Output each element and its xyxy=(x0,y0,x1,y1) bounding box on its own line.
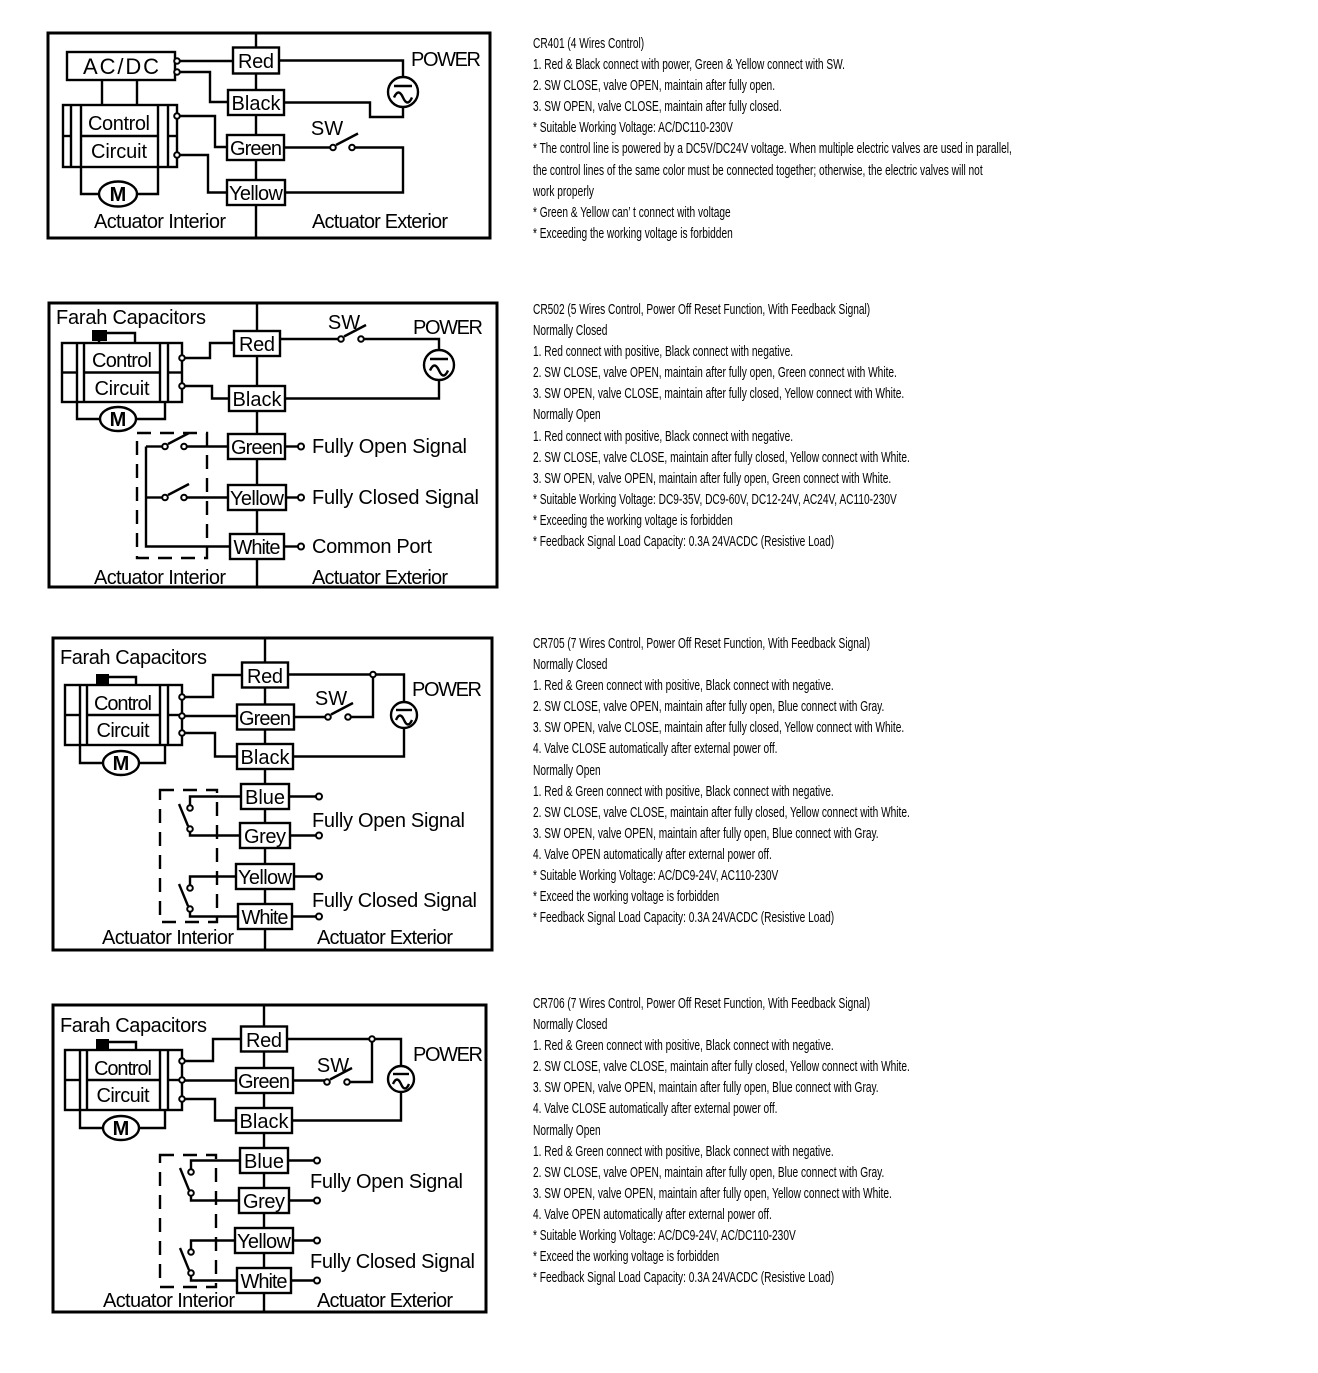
motor-icon xyxy=(80,1110,165,1140)
power-label: POWER xyxy=(412,679,482,701)
wire xyxy=(185,733,237,757)
svg-text:Black: Black xyxy=(239,1111,289,1133)
note-line: 1. Red & Green connect with positive, Black connect with negative. xyxy=(533,1038,834,1055)
svg-text:Grey: Grey xyxy=(243,1191,285,1213)
limit-switch-group xyxy=(160,790,241,922)
note-line: 1. Red & Green connect with positive, Black connect with negative. xyxy=(533,1143,834,1160)
wire-label-red xyxy=(233,48,279,74)
motor-label: M xyxy=(109,184,127,206)
note-line: 3. SW OPEN, valve CLOSE, maintain after fully closed. xyxy=(533,99,782,116)
circuit-label: Circuit xyxy=(96,1085,150,1107)
svg-text:White: White xyxy=(241,907,289,929)
note-line: 1. Red connect with positive, Black connect with negative. xyxy=(533,428,794,445)
svg-text:Yellow: Yellow xyxy=(230,488,284,510)
terminal-dot xyxy=(314,1158,320,1164)
motor-label: M xyxy=(109,409,127,431)
wire-label-yellow xyxy=(235,1228,293,1253)
junction-dot xyxy=(369,1036,375,1042)
terminal-dot xyxy=(298,444,304,450)
cr706-wiring-diagram xyxy=(30,1000,515,1325)
model-title: CR706 (7 Wires Control, Power Off Reset Function, With Feedback Signal) xyxy=(533,996,871,1012)
actuator-interior-label: Actuator Interior xyxy=(94,211,226,233)
cr705-wiring-diagram xyxy=(30,630,515,965)
power-source-icon xyxy=(388,49,481,107)
actuator-interior-label: Actuator Interior xyxy=(102,927,234,949)
svg-text:Red: Red xyxy=(238,51,274,73)
note-line: * Green & Yellow can’ t connect with voltage xyxy=(533,204,731,221)
wire-label-black xyxy=(229,386,285,411)
svg-text:Black: Black xyxy=(232,389,282,411)
power-source-icon xyxy=(413,317,483,380)
svg-text:Green: Green xyxy=(231,437,283,459)
note-line: 1. Red & Green connect with positive, Black connect with negative. xyxy=(533,783,834,800)
control-circuit-box xyxy=(62,343,185,402)
dashed-box xyxy=(137,433,207,558)
cr705-notes xyxy=(533,634,910,929)
switch-icon xyxy=(315,688,353,720)
control-label: Control xyxy=(94,1058,152,1080)
control-circuit-box xyxy=(65,1050,185,1110)
note-line: * Suitable Working Voltage: AC/DC9-24V, AC/DC110-230V xyxy=(533,1228,796,1245)
actuator-interior-label: Actuator Interior xyxy=(103,1290,235,1312)
switch-icon xyxy=(328,312,366,342)
wire-label-white xyxy=(238,904,292,929)
wire-label-green xyxy=(228,434,285,459)
note-line: 1. Red connect with positive, Black connect with negative. xyxy=(533,344,794,361)
model-title: CR705 (7 Wires Control, Power Off Reset Function, With Feedback Signal) xyxy=(533,636,871,652)
svg-text:Yellow: Yellow xyxy=(238,867,292,889)
cr401-notes xyxy=(533,34,1012,245)
limit-switch-icon xyxy=(162,433,228,449)
wire xyxy=(180,116,228,147)
cr502-notes xyxy=(533,300,910,553)
note-line: 3. SW OPEN, valve OPEN, maintain after fully open, Blue connect with Gray. xyxy=(533,825,879,842)
limit-switch-group xyxy=(160,1155,240,1287)
model-title: CR502 (5 Wires Control, Power Off Reset Function, With Feedback Signal) xyxy=(533,302,871,318)
svg-text:Grey: Grey xyxy=(244,826,286,848)
note-line: * Exceed the working voltage is forbidden xyxy=(533,889,720,906)
note-line: 1. Red & Black connect with power, Green & Yellow connect with SW. xyxy=(533,57,846,74)
feedback-signal-ports xyxy=(288,1158,475,1284)
motor-icon xyxy=(80,745,165,775)
svg-text:White: White xyxy=(240,1271,288,1293)
note-line: work properly xyxy=(533,183,594,200)
limit-switch-icon xyxy=(162,484,228,500)
note-line: 4. Valve OPEN automatically after external power off. xyxy=(533,846,772,863)
wire-label-red xyxy=(234,331,280,356)
terminal-dot xyxy=(314,1198,320,1204)
wire-label-black xyxy=(228,90,284,115)
wire-label-blue xyxy=(241,784,289,809)
note-line: * Exceeding the working voltage is forbidden xyxy=(533,512,733,529)
motor-label: M xyxy=(112,1118,130,1140)
wire xyxy=(185,675,242,697)
svg-text:Green: Green xyxy=(239,708,291,730)
sw-label: SW xyxy=(327,312,361,334)
wire-sw-to-junction xyxy=(350,1042,372,1082)
svg-text:Blue: Blue xyxy=(244,1151,284,1173)
wire-sw-to-yellow xyxy=(285,148,403,193)
control-label: Control xyxy=(92,350,152,372)
terminal-dot xyxy=(298,495,304,501)
actuator-exterior-label: Actuator Exterior xyxy=(317,1290,453,1312)
actuator-exterior-label: Actuator Exterior xyxy=(317,927,453,949)
svg-text:White: White xyxy=(233,537,281,559)
svg-text:Red: Red xyxy=(246,1030,282,1052)
note-line: 2. SW CLOSE, valve CLOSE, maintain after fully closed, Yellow connect with White. xyxy=(533,1059,910,1076)
note-line: Normally Closed xyxy=(533,323,608,340)
wire-label-white xyxy=(237,1268,291,1293)
note-line: 3. SW OPEN, valve CLOSE, maintain after fully closed, Yellow connect with White. xyxy=(533,386,905,403)
terminal-dot xyxy=(179,730,185,736)
note-line: Normally Closed xyxy=(533,1017,608,1034)
wire-red-to-power xyxy=(279,61,403,78)
svg-text:Green: Green xyxy=(238,1071,290,1093)
wire-sw-to-junction xyxy=(351,678,373,718)
fully-closed-signal-label: Fully Closed Signal xyxy=(312,487,479,509)
wire-black-to-power xyxy=(293,728,404,757)
sw-label: SW xyxy=(314,688,348,710)
svg-text:Red: Red xyxy=(239,334,275,356)
wire xyxy=(180,155,227,193)
note-line: 3. SW OPEN, valve OPEN, maintain after fully open, Blue connect with Gray. xyxy=(533,1080,879,1097)
wire-label-red xyxy=(242,663,288,689)
power-label: POWER xyxy=(411,49,481,71)
model-title: CR401 (4 Wires Control) xyxy=(533,36,645,52)
terminal-dot xyxy=(179,1058,185,1064)
note-line: 2. SW CLOSE, valve CLOSE, maintain after fully closed, Yellow connect with White. xyxy=(533,804,910,821)
terminal-dot xyxy=(179,383,185,389)
fully-open-signal-label: Fully Open Signal xyxy=(310,1171,463,1193)
note-line: the control lines of the same color must be connected together; otherwise, the electric valves will not xyxy=(533,162,983,179)
control-circuit-box xyxy=(65,685,185,745)
terminal-dot xyxy=(314,1278,320,1284)
wire-label-blue xyxy=(240,1148,288,1173)
terminal-dot xyxy=(174,113,180,119)
control-label: Control xyxy=(94,693,152,715)
note-line: 2. SW CLOSE, valve OPEN, maintain after fully open, Blue connect with Gray. xyxy=(533,699,885,716)
cr706-notes xyxy=(533,994,910,1289)
note-line: 2. SW CLOSE, valve OPEN, maintain after fully open. xyxy=(533,78,776,95)
wire-black-to-power xyxy=(285,380,439,399)
note-line: Normally Open xyxy=(533,407,601,424)
motor-icon xyxy=(77,402,165,431)
terminal-dot xyxy=(316,914,322,920)
terminal-dot xyxy=(179,355,185,361)
wire xyxy=(185,386,229,399)
wire-sw-to-power xyxy=(364,339,439,350)
limit-switch-icon xyxy=(180,1161,240,1201)
note-line: 2. SW CLOSE, valve CLOSE, maintain after fully closed, Yellow connect with White. xyxy=(533,449,910,466)
wire-label-yellow xyxy=(236,864,294,889)
cr401-wiring-diagram xyxy=(30,28,510,250)
sw-label: SW xyxy=(310,118,344,140)
wire-label-green xyxy=(227,135,284,160)
motor-icon xyxy=(81,167,158,207)
note-line: 3. SW OPEN, valve OPEN, maintain after fully open, Green connect with White. xyxy=(533,470,892,487)
sw-label: SW xyxy=(316,1055,350,1077)
fully-closed-signal-label: Fully Closed Signal xyxy=(310,1251,475,1273)
limit-switch-icon xyxy=(180,1241,237,1281)
note-line: * Exceed the working voltage is forbidden xyxy=(533,1249,720,1266)
wire-label-green xyxy=(236,1068,293,1093)
wire-label-yellow xyxy=(227,180,285,205)
note-line: 2. SW CLOSE, valve OPEN, maintain after fully open, Blue connect with Gray. xyxy=(533,1164,885,1181)
limit-switch-icon xyxy=(179,797,241,836)
acdc-power-module xyxy=(67,52,180,105)
note-line: 1. Red & Green connect with positive, Black connect with negative. xyxy=(533,678,834,695)
feedback-signal-ports xyxy=(289,794,477,920)
terminal-dot xyxy=(316,794,322,800)
switch-icon xyxy=(311,118,358,150)
terminal-dot xyxy=(316,833,322,839)
svg-text:Blue: Blue xyxy=(245,787,285,809)
terminal-dot xyxy=(298,544,304,550)
cr502-wiring-diagram xyxy=(30,295,515,600)
terminal-dot xyxy=(179,713,185,719)
wire-label-black xyxy=(236,1108,292,1133)
control-label: Control xyxy=(88,113,150,135)
circuit-label: Circuit xyxy=(94,378,150,400)
wire-black-to-power xyxy=(292,1092,401,1121)
fully-closed-signal-label: Fully Closed Signal xyxy=(312,890,477,912)
note-line: Normally Open xyxy=(533,1122,601,1139)
svg-text:Black: Black xyxy=(231,93,281,115)
note-line: 4. Valve CLOSE automatically after external power off. xyxy=(533,1101,778,1118)
motor-label: M xyxy=(112,753,130,775)
note-line: 3. SW OPEN, valve CLOSE, maintain after fully closed, Yellow connect with White. xyxy=(533,720,905,737)
acdc-label: AC/DC xyxy=(83,54,159,79)
note-line: * Exceeding the working voltage is forbidden xyxy=(533,225,733,242)
circuit-label: Circuit xyxy=(91,141,147,163)
limit-switch-icon xyxy=(179,877,238,917)
note-line: 4. Valve CLOSE automatically after external power off. xyxy=(533,741,778,758)
note-line: * Suitable Working Voltage: DC9-35V, DC9-60V, DC12-24V, AC24V, AC110-230V xyxy=(533,491,897,508)
svg-text:Yellow: Yellow xyxy=(237,1231,291,1253)
note-line: 2. SW CLOSE, valve OPEN, maintain after fully open, Green connect with White. xyxy=(533,365,897,382)
wire-label-grey xyxy=(240,823,290,848)
wire-label-white xyxy=(230,534,284,559)
note-line: Normally Open xyxy=(533,762,601,779)
actuator-exterior-label: Actuator Exterior xyxy=(312,567,448,589)
fully-open-signal-label: Fully Open Signal xyxy=(312,810,465,832)
control-circuit-box xyxy=(63,105,180,167)
farah-capacitors-label: Farah Capacitors xyxy=(60,1015,207,1037)
power-label: POWER xyxy=(413,317,483,339)
wire xyxy=(185,1039,241,1061)
wire-label-yellow xyxy=(228,485,286,510)
note-line: Normally Closed xyxy=(533,657,608,674)
terminal-dot xyxy=(179,694,185,700)
note-line: * Feedback Signal Load Capacity: 0.3A 24VACDC (Resistive Load) xyxy=(533,910,835,927)
wire xyxy=(185,1099,236,1121)
terminal-dot xyxy=(179,1077,185,1083)
terminal-dot xyxy=(316,874,322,880)
terminal-dot xyxy=(174,69,180,75)
svg-text:Yellow: Yellow xyxy=(229,183,283,205)
note-line: 4. Valve OPEN automatically after external power off. xyxy=(533,1206,772,1223)
wire-label-green xyxy=(237,705,294,731)
limit-switch-group xyxy=(137,433,230,558)
common-port-label: Common Port xyxy=(312,536,432,558)
wire xyxy=(185,343,234,358)
note-line: * Suitable Working Voltage: AC/DC9-24V, AC110-230V xyxy=(533,868,779,885)
terminal-dot xyxy=(174,58,180,64)
terminal-dot xyxy=(174,152,180,158)
wire-label-black xyxy=(237,744,293,769)
fully-open-signal-label: Fully Open Signal xyxy=(312,436,467,458)
junction-dot xyxy=(370,672,376,678)
feedback-signal-ports xyxy=(284,436,479,558)
farah-capacitors-label: Farah Capacitors xyxy=(56,307,206,329)
svg-text:Black: Black xyxy=(240,747,290,769)
svg-text:Red: Red xyxy=(247,666,283,688)
wire-black-to-power xyxy=(284,103,403,118)
terminal-dot xyxy=(179,1096,185,1102)
note-line: * Feedback Signal Load Capacity: 0.3A 24VACDC (Resistive Load) xyxy=(533,534,835,551)
actuator-exterior-label: Actuator Exterior xyxy=(312,211,448,233)
note-line: * Suitable Working Voltage: AC/DC110-230V xyxy=(533,120,733,137)
terminal-dot xyxy=(314,1238,320,1244)
note-line: 3. SW OPEN, valve OPEN, maintain after fully open, Yellow connect with White. xyxy=(533,1185,892,1202)
actuator-interior-label: Actuator Interior xyxy=(94,567,226,589)
circuit-label: Circuit xyxy=(96,720,150,742)
svg-text:Green: Green xyxy=(230,138,282,160)
wire xyxy=(180,72,228,102)
power-source-icon xyxy=(388,1044,483,1092)
farah-capacitors-label: Farah Capacitors xyxy=(60,647,207,669)
note-line: * The control line is powered by a DC5V/DC24V voltage. When multiple electric valves are used in parallel, xyxy=(533,141,1012,158)
wire-label-grey xyxy=(239,1188,289,1213)
power-label: POWER xyxy=(413,1044,483,1066)
note-line: * Feedback Signal Load Capacity: 0.3A 24VACDC (Resistive Load) xyxy=(533,1270,835,1287)
wire-label-red xyxy=(241,1027,287,1053)
